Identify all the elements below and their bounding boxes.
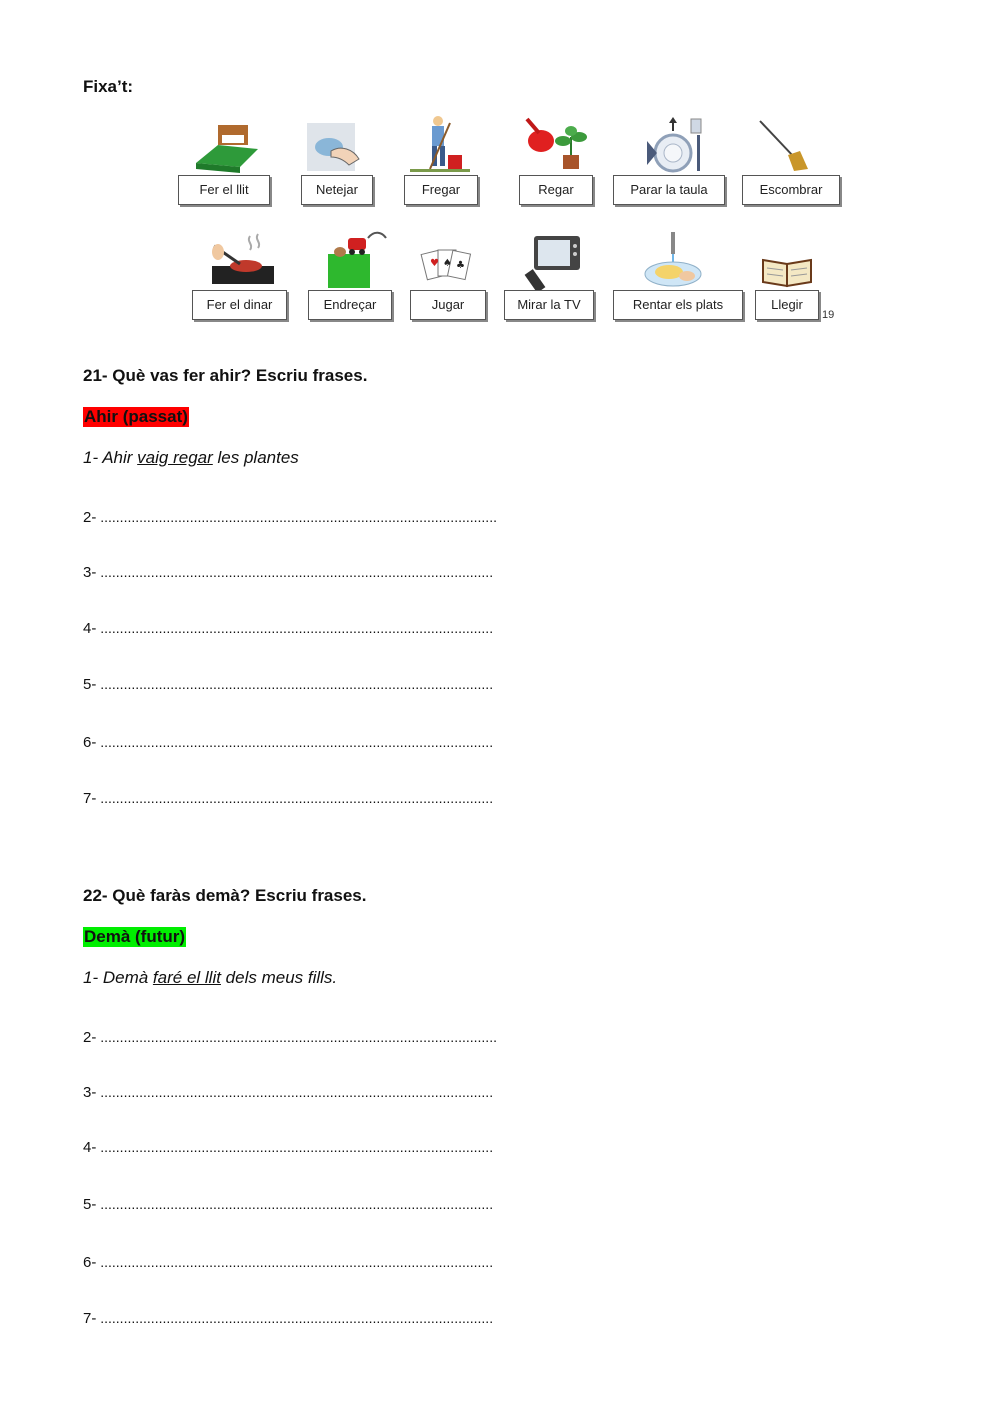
card-label: Mirar la TV	[504, 290, 594, 320]
washing-dishes-icon	[613, 230, 733, 290]
example-suffix: dels meus fills.	[220, 968, 338, 987]
open-book-icon	[755, 230, 875, 290]
section21-example	[83, 448, 299, 468]
dotted-line: .....................................................................................................	[100, 734, 494, 750]
answer-line[interactable]	[83, 734, 493, 751]
answer-line[interactable]	[83, 1310, 493, 1327]
answer-line[interactable]	[83, 1254, 493, 1271]
cooking-pan-icon	[192, 230, 312, 290]
line-number: 7-	[83, 1310, 97, 1327]
card-label: Rentar els plats	[613, 290, 743, 320]
dotted-line: ......................................................................................................	[100, 509, 497, 525]
card-label: Jugar	[410, 290, 486, 320]
dotted-line: .....................................................................................................	[100, 1084, 494, 1100]
dotted-line: .....................................................................................................	[100, 1196, 494, 1212]
line-number: 3-	[83, 564, 97, 581]
answer-line[interactable]	[83, 620, 493, 637]
answer-line[interactable]	[83, 676, 493, 693]
card-label: Fer el dinar	[192, 290, 287, 320]
line-number: 4-	[83, 1139, 97, 1156]
answer-line[interactable]	[83, 1196, 493, 1213]
answer-line[interactable]	[83, 1084, 493, 1101]
fixat-heading: Fixa’t:	[83, 77, 134, 96]
dotted-line: .....................................................................................................	[100, 1310, 494, 1326]
line-number: 2-	[83, 509, 97, 526]
line-number: 5-	[83, 1196, 97, 1213]
page-number: 19	[822, 309, 835, 321]
card-label: Regar	[519, 175, 593, 205]
dotted-line: .....................................................................................................	[100, 790, 494, 806]
television-icon	[504, 230, 624, 290]
svg-text:♣: ♣	[456, 260, 465, 271]
card-label: Netejar	[301, 175, 373, 205]
card-label: Fer el llit	[178, 175, 270, 205]
broom-icon	[742, 115, 862, 175]
card-label: Fregar	[404, 175, 478, 205]
line-number: 6-	[83, 734, 97, 751]
table-setting-icon	[613, 115, 733, 175]
past-tense-tag: Ahir (passat)	[84, 407, 188, 426]
example-suffix: les plantes	[212, 448, 299, 467]
dotted-line: ......................................................................................................	[100, 1029, 497, 1045]
line-number: 7-	[83, 790, 97, 807]
mopping-icon	[404, 115, 524, 175]
line-number: 5-	[83, 676, 97, 693]
svg-text:♥: ♥	[430, 258, 439, 269]
dotted-line: .....................................................................................................	[100, 564, 494, 580]
svg-text:♠: ♠	[443, 258, 452, 269]
future-tense-tag: Demà (futur)	[84, 927, 186, 946]
bed-icon	[178, 115, 298, 175]
card-label: Parar la taula	[613, 175, 725, 205]
cleaning-cloth-icon	[301, 115, 421, 175]
example-prefix: 1- Ahir	[83, 448, 138, 467]
example-verb: vaig regar	[137, 448, 213, 467]
card-label: Escombrar	[742, 175, 840, 205]
answer-line[interactable]	[83, 790, 493, 807]
line-number: 6-	[83, 1254, 97, 1271]
answer-line[interactable]	[83, 1139, 493, 1156]
answer-line[interactable]	[83, 1029, 497, 1046]
line-number: 3-	[83, 1084, 97, 1101]
dotted-line: .....................................................................................................	[100, 676, 494, 692]
section22-example	[83, 968, 337, 988]
example-prefix: 1- Demà	[83, 968, 153, 987]
line-number: 4-	[83, 620, 97, 637]
dotted-line: .....................................................................................................	[100, 1254, 494, 1270]
dotted-line: .....................................................................................................	[100, 620, 494, 636]
card-label: Endreçar	[308, 290, 392, 320]
dotted-line: .....................................................................................................	[100, 1139, 494, 1155]
example-verb: faré el llit	[152, 968, 221, 987]
answer-line[interactable]	[83, 509, 497, 526]
line-number: 2-	[83, 1029, 97, 1046]
section22-heading: 22- Què faràs demà? Escriu frases.	[83, 886, 367, 905]
section21-heading: 21- Què vas fer ahir? Escriu frases.	[83, 366, 368, 385]
answer-line[interactable]	[83, 564, 493, 581]
card-label: Llegir	[755, 290, 819, 320]
